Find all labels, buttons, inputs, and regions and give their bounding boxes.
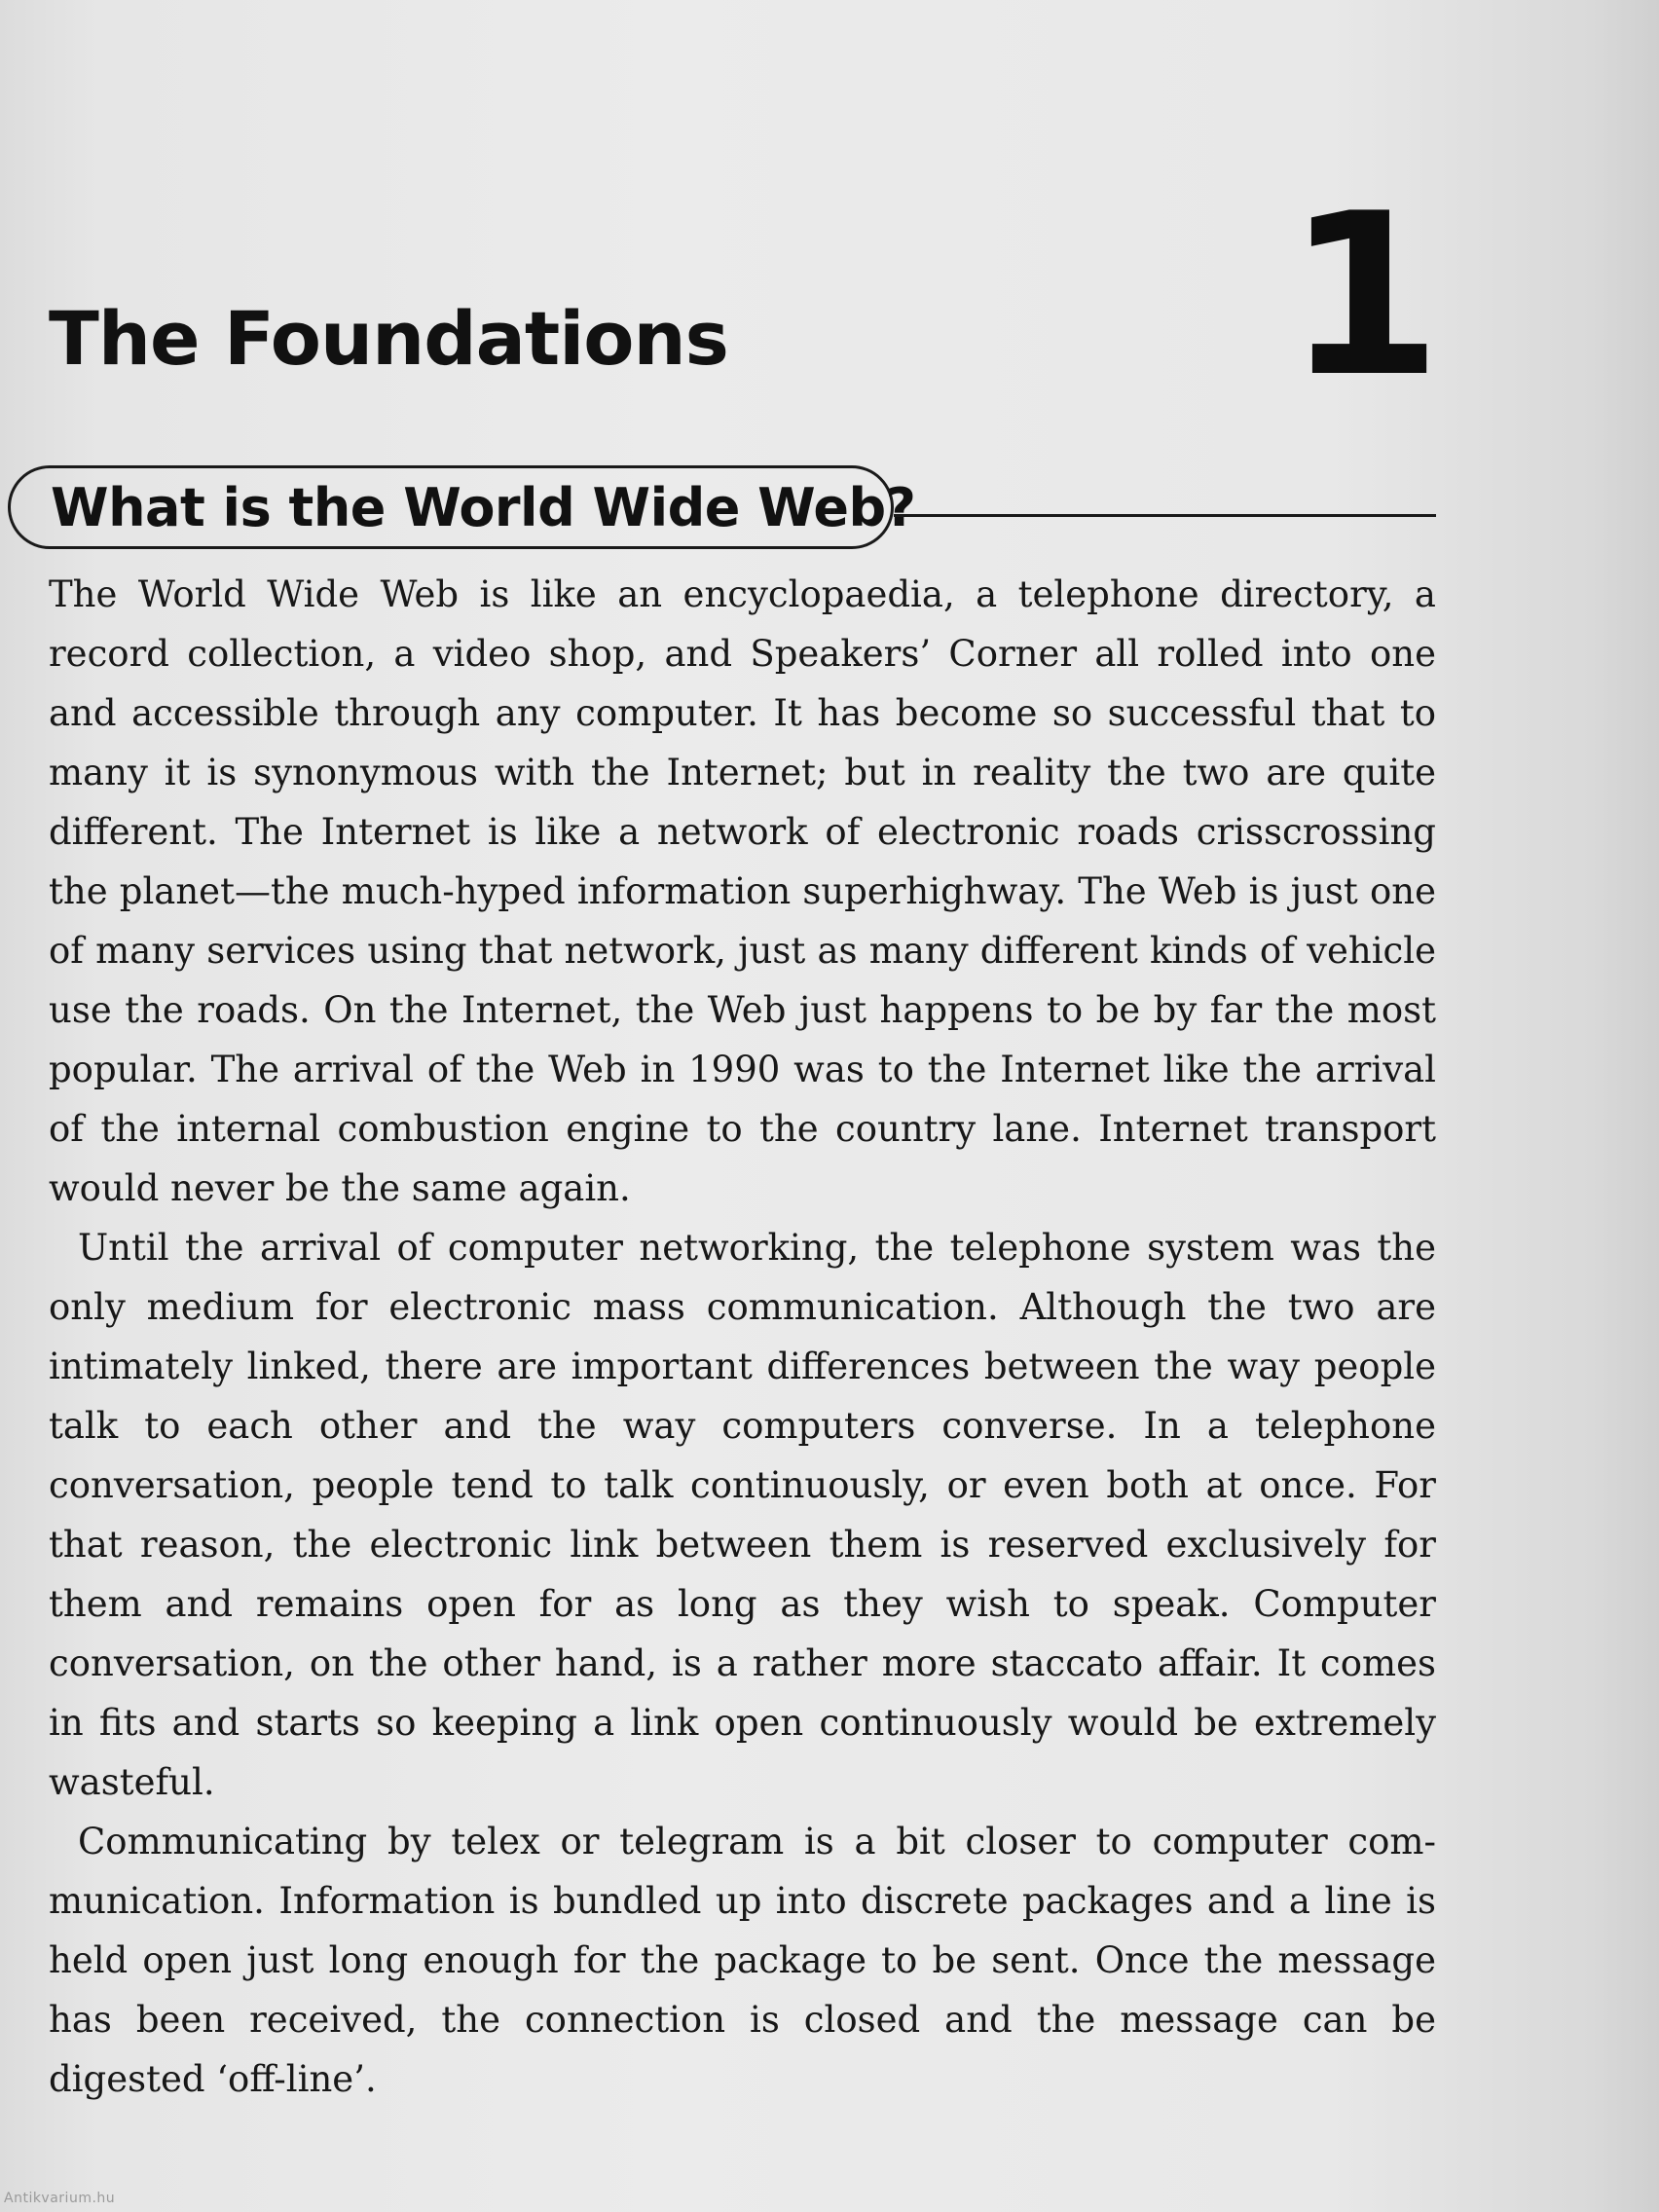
body-text (49, 565, 1436, 2109)
chapter-number: 1 (1285, 166, 1436, 426)
paragraph: Until the arrival of computer networking, the telephone system was the only medium for electronic mass communication. Although the two are intimately linked, there are important differences between the way people talk to each other and the way computers converse. In a telephone conversation, people tend to talk continuously, or even both at once. For that reason, the electronic link between them is reserved exclusively for them and remains open for as long as they wish to speak. Computer conversation, on the other hand, is a rather more staccato affair. It comes in fits and starts so keeping a link open continuously would be extremely wasteful. (49, 1227, 1436, 1803)
paragraph: Communicating by telex or telegram is a bit closer to computer communication. Information is bundled up into discrete packages and a line is held open just long enough for the package to be sent. Once the message has been received, the connection is closed and the message can be digested ‘off-line’. (49, 1821, 1436, 2100)
section-rule (894, 514, 1436, 517)
chapter-title: The Foundations (49, 295, 728, 382)
section-title: What is the World Wide Web? (51, 477, 916, 538)
watermark: Antikvarium.hu (4, 2191, 116, 2206)
chapter-header (49, 166, 1436, 426)
paragraph: The World Wide Web is like an encyclopaedia, a telephone directory, a record collection, a video shop, and Speakers’ Corner all rolled into one and accessible through any computer. It has become so successful that to many it is synonymous with the Internet; but in reality the two are quite different. The Internet is like a network of electronic roads crisscrossing the planet—the much-hyped information superhighway. The Web is just one of many services using that network, just as many different kinds of vehicle use the roads. On the Internet, the Web just happens to be by far the most popular. The arrival of the Web in 1990 was to the Internet like the arrival of the internal combustion engine to the country lane. Internet transport would never be the same again. (49, 573, 1436, 1209)
section-header (8, 465, 1436, 555)
